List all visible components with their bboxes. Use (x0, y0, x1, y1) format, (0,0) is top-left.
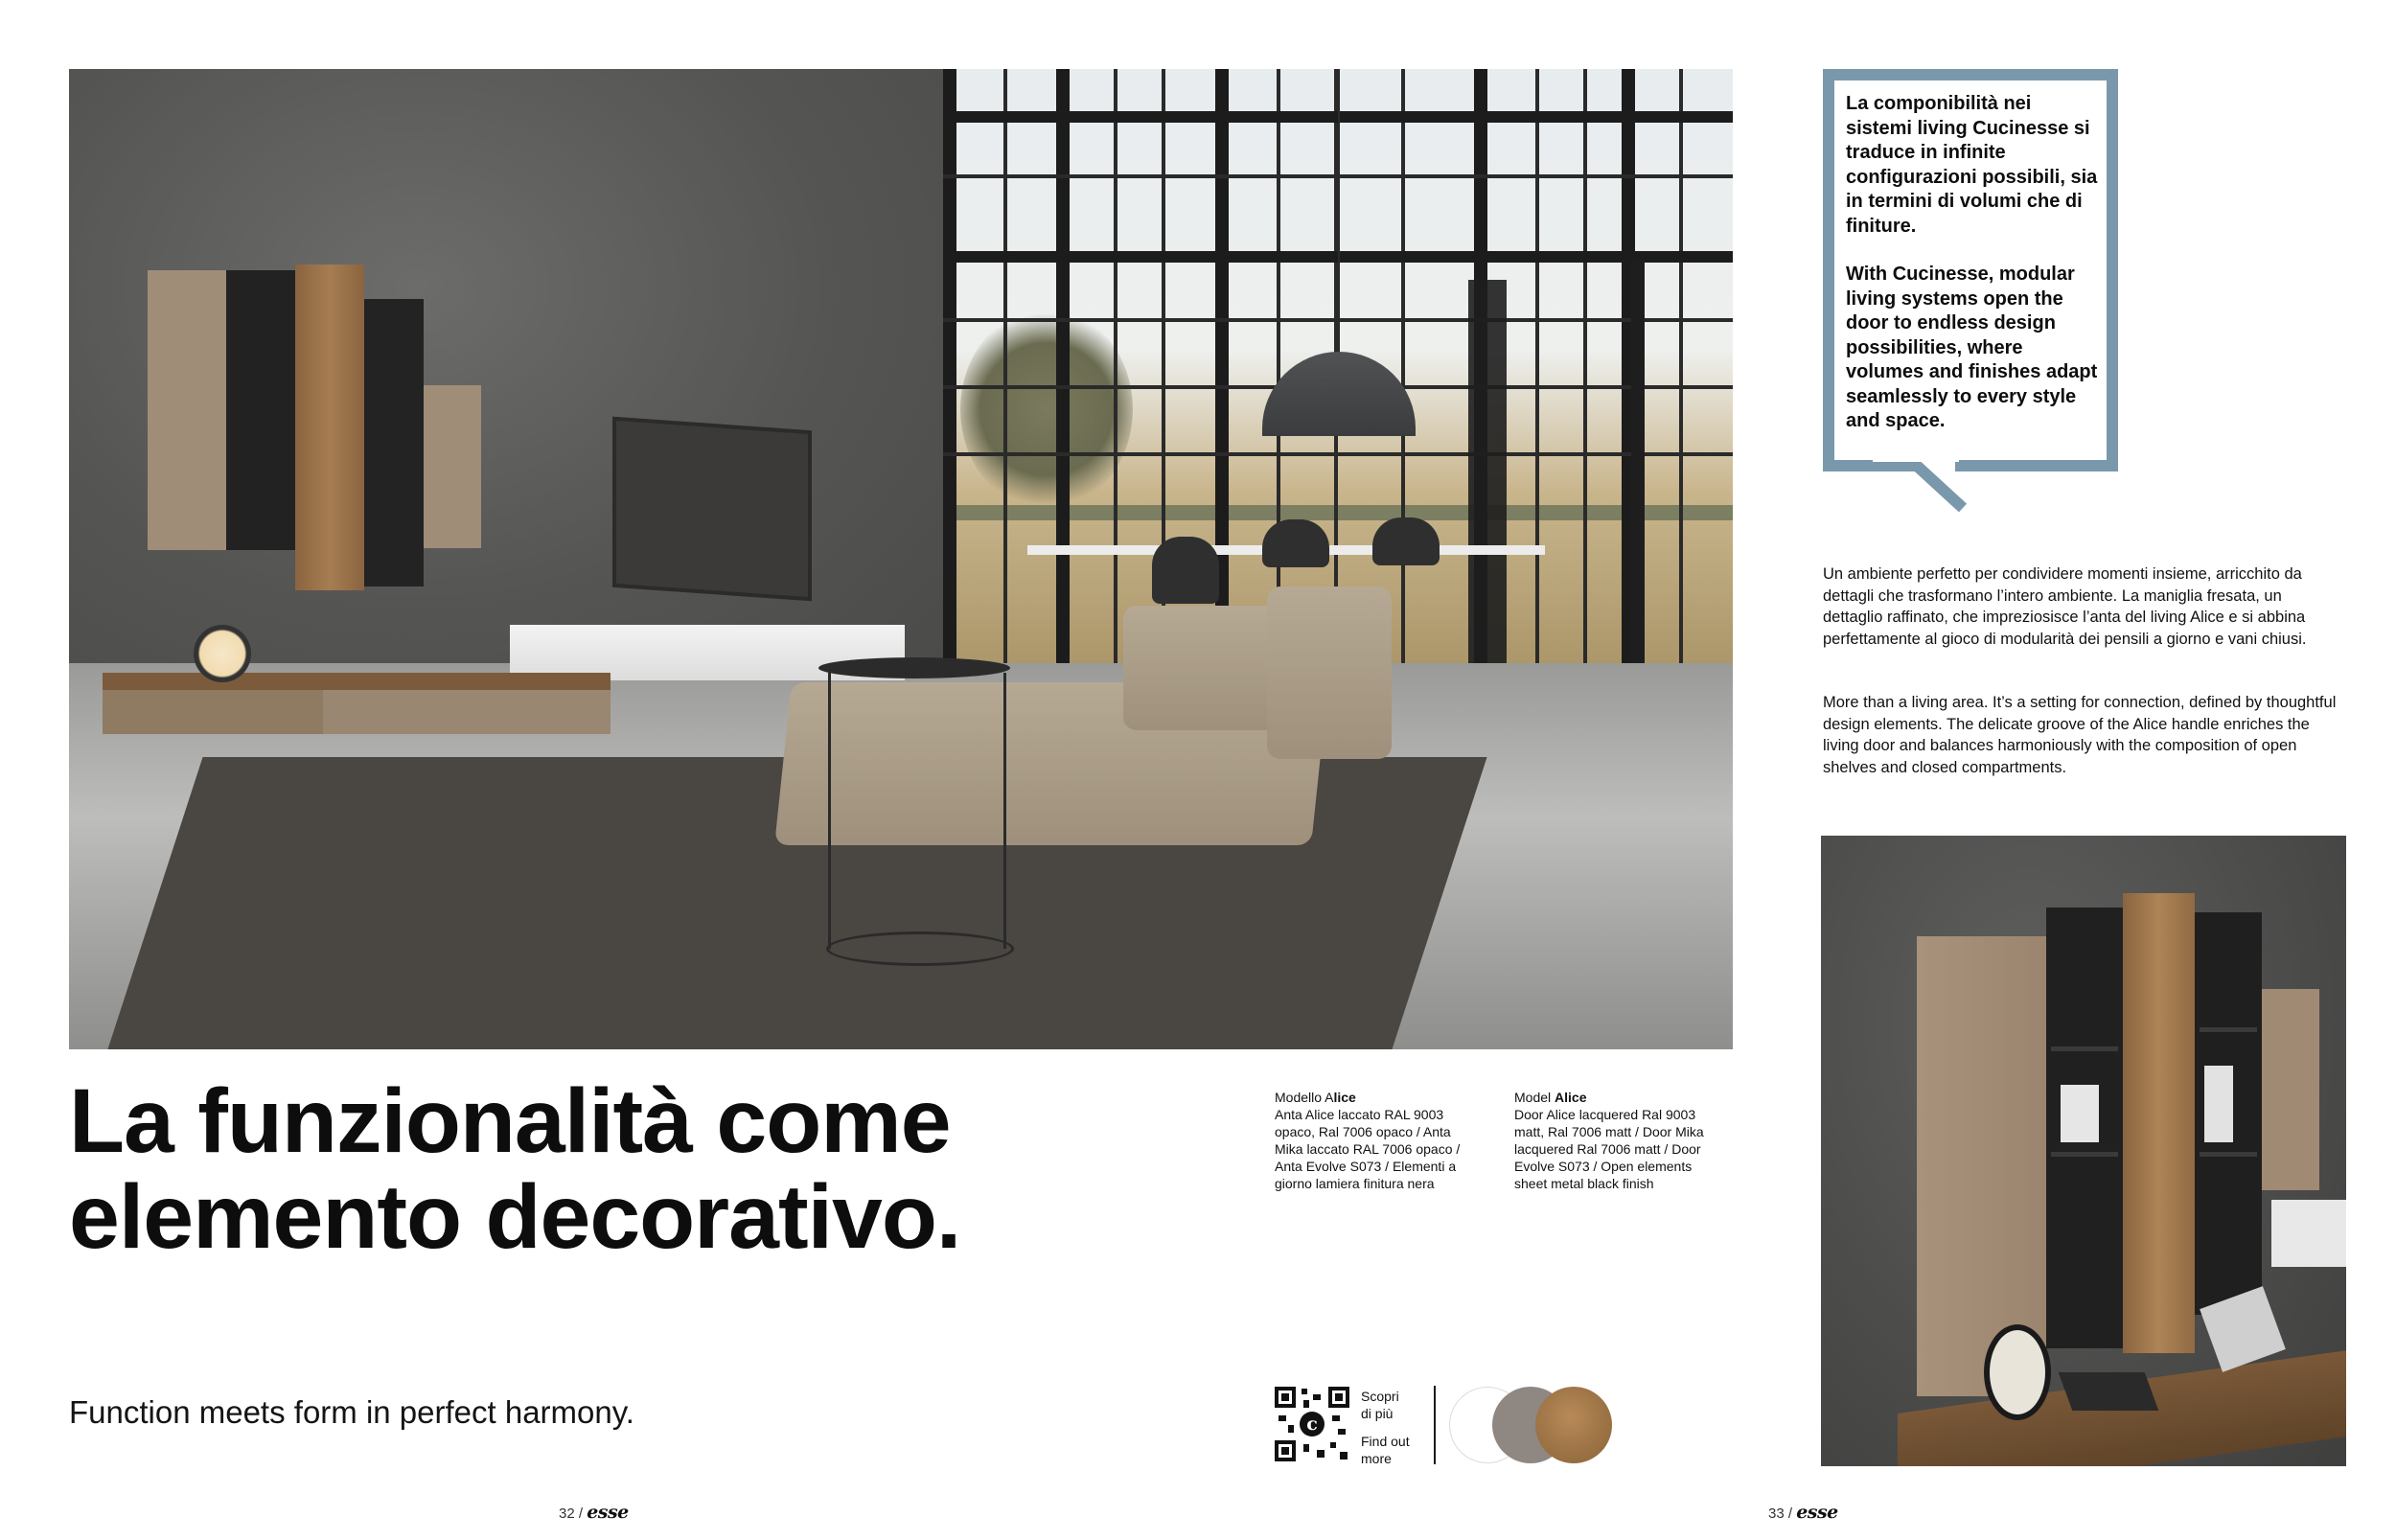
qr-module (1288, 1425, 1294, 1433)
qr-module (1338, 1429, 1346, 1435)
qr-label-en-line1: Find out (1361, 1434, 1410, 1449)
callout-tail (1859, 458, 1974, 516)
page-number: 32 / (559, 1506, 584, 1522)
hero-living-room-photo (69, 69, 1733, 1049)
round-lamp (194, 625, 251, 682)
side-table-leg (828, 673, 831, 949)
books (2061, 1085, 2099, 1142)
window-mullion (1003, 69, 1007, 692)
page-number-right (1768, 1502, 1838, 1523)
white-cabinet (2271, 1200, 2346, 1267)
cucinesse-logo-icon: c (1300, 1412, 1325, 1437)
sofa-module (1267, 586, 1392, 759)
window-mullion (1535, 69, 1539, 692)
dining-chair (1262, 519, 1329, 567)
vertical-divider (1434, 1386, 1436, 1464)
shelf-plate (2200, 1152, 2257, 1157)
qr-module (1303, 1400, 1309, 1408)
page-headline: La funzionalità come elemento decorativo. (69, 1070, 961, 1268)
qr-label-it-line1: Scopri (1361, 1389, 1399, 1404)
qr-finder-dot (1281, 1393, 1289, 1401)
qr-module (1332, 1415, 1340, 1421)
spacer (1361, 1422, 1428, 1433)
dining-chair (1372, 517, 1440, 565)
qr-finder-dot (1281, 1447, 1289, 1455)
window-frame (1056, 69, 1070, 692)
open-shelf-black (226, 270, 295, 550)
esse-logo: esse (1796, 1502, 1838, 1523)
door-frame (1631, 261, 1645, 711)
window-mullion (1401, 69, 1405, 692)
decor-tray (2059, 1372, 2159, 1411)
qr-module (1313, 1394, 1321, 1400)
qr-module (1340, 1452, 1348, 1460)
qr-label[interactable] (1361, 1388, 1428, 1467)
callout-text-en: With Cucinesse, modular living systems open the door to endless design possibilities, where volumes and finishes adapt seamlessly to every style and space. (1846, 264, 2098, 431)
qr-label-en-line2: more (1361, 1451, 1392, 1466)
tree (960, 309, 1133, 510)
qr-module (1330, 1442, 1336, 1448)
qr-module (1317, 1450, 1325, 1458)
dining-chair (1152, 537, 1219, 604)
window-mullion (1114, 69, 1117, 692)
open-door-frame (1468, 280, 1507, 701)
page-subheadline: Function meets form in perfect harmony. (69, 1394, 634, 1430)
window-frame (943, 69, 956, 692)
model-label-en (1514, 1089, 1716, 1106)
low-taupe-unit (103, 690, 323, 734)
wall-cabinet-taupe (148, 270, 226, 550)
side-table-leg (1003, 673, 1006, 949)
model-prefix: Modello A (1275, 1090, 1334, 1105)
model-name: lice (1333, 1090, 1356, 1105)
qr-code[interactable] (1275, 1387, 1349, 1461)
open-shelf-black (364, 299, 424, 586)
qr-module (1303, 1444, 1309, 1452)
spec-english (1514, 1089, 1716, 1192)
model-label-it (1275, 1089, 1476, 1106)
window-bar (943, 452, 1733, 456)
side-table-top (818, 657, 1010, 678)
qr-module (1302, 1389, 1307, 1394)
window-mullion (1583, 69, 1587, 692)
window-mullion (1679, 69, 1683, 692)
qr-label-it-line2: di più (1361, 1406, 1394, 1421)
spec-text-it: Anta Alice laccato RAL 9003 opaco, Ral 7006 opaco / Anta Mika laccato RAL 7006 opaco / Anta Evolve S073 / Elementi a giorno lamiera finitura nera (1275, 1107, 1461, 1191)
spec-text-en: Door Alice lacquered Ral 9003 matt, Ral 7006 matt / Door Mika lacquered Ral 7006 matt / Door Evolve S073 / Open elements sheet metal black finish (1514, 1107, 1704, 1191)
body-text-en: More than a living area. It’s a setting for connection, defined by thoughtful design elements. The delicate groove of the Alice handle enriches the living door and balances harmoniously with the composition of open shelves and closed compartments. (1823, 694, 2337, 776)
model-prefix: Model (1514, 1090, 1555, 1105)
wall-cabinet-oak (295, 264, 364, 590)
swatch-oak (1535, 1387, 1612, 1463)
shelf-plate (2200, 1027, 2257, 1032)
side-table-base (826, 931, 1014, 966)
oak-shelf (103, 673, 611, 690)
wall-cabinet-taupe (424, 385, 481, 548)
shelving-detail-photo (1821, 836, 2346, 1466)
page-number-left (559, 1502, 629, 1523)
oak-panel (2123, 893, 2195, 1353)
lamp-cord (1338, 69, 1340, 355)
shelf-plate (2051, 1152, 2118, 1157)
books (2204, 1066, 2233, 1142)
qr-module (1279, 1415, 1286, 1421)
taupe-door (2262, 989, 2319, 1190)
callout-text-it: La componibilità nei sistemi living Cucinesse si traduce in infinite configurazioni possibili, sia in termini di volumi che di finiture. (1846, 93, 2098, 237)
qr-finder-dot (1335, 1393, 1343, 1401)
quote-callout (1823, 69, 2118, 471)
body-text-it: Un ambiente perfetto per condividere momenti insieme, arricchito da dettagli che trasformano l’intero ambiente. La maniglia fresata, un dettaglio raffinato, che impreziosisce l’anta del living Alice e si abbina perfettamente al gioco di modularità dei pensili a giorno e vani chiusi. (1823, 565, 2307, 648)
model-name: Alice (1555, 1090, 1587, 1105)
shelf-plate (2051, 1046, 2118, 1051)
round-lamp (1984, 1324, 2051, 1420)
page-number: 33 / (1768, 1506, 1793, 1522)
wall-mounted-tv (612, 417, 812, 602)
esse-logo: esse (587, 1502, 629, 1523)
low-taupe-unit (323, 690, 611, 734)
spec-italian (1275, 1089, 1476, 1192)
